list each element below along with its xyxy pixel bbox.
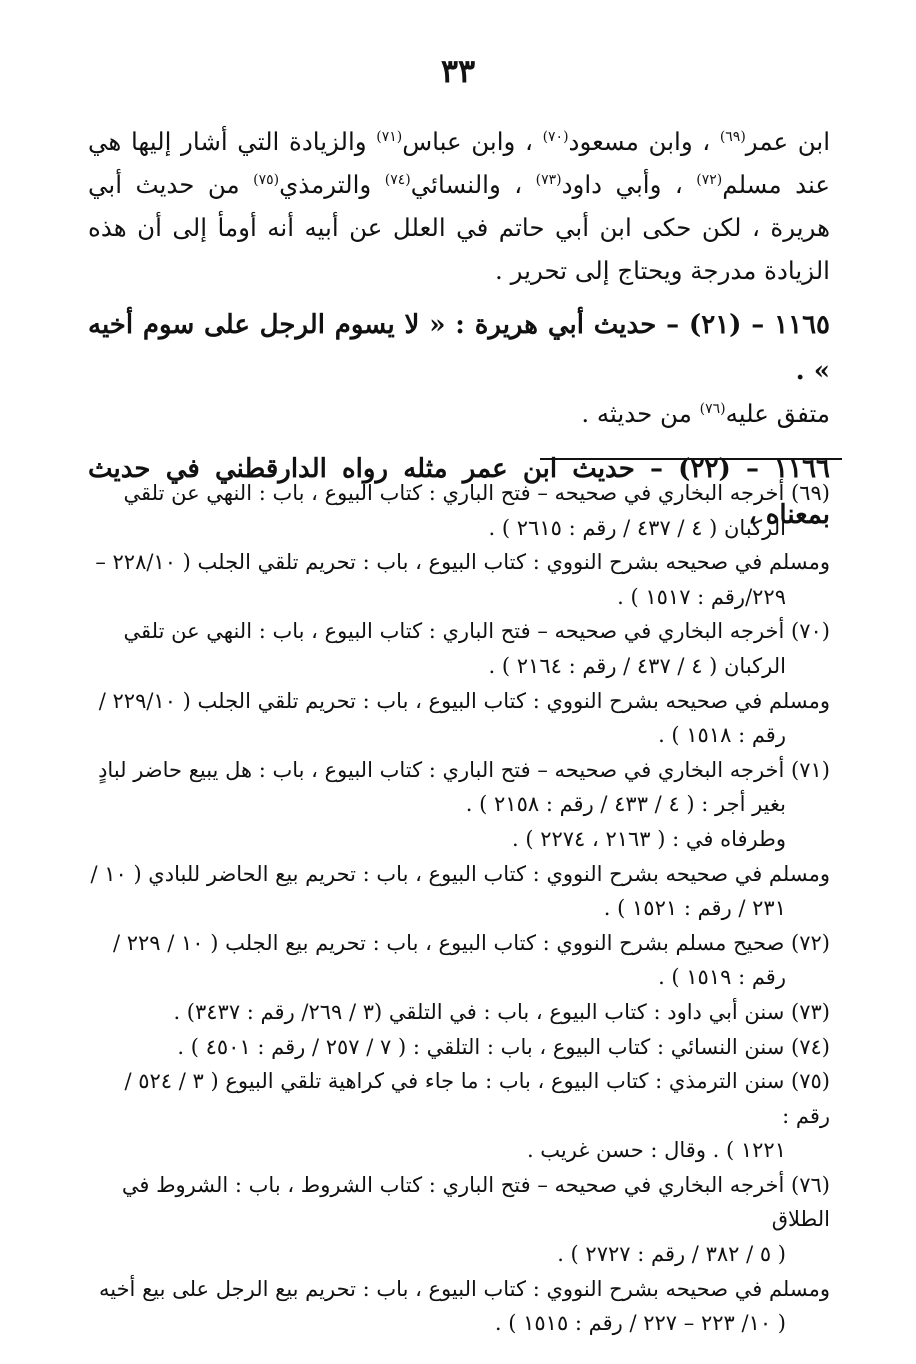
footnote-line: (٧٦) أخرجه البخاري في صحيحه – فتح الباري : كتاب الشروط ، باب : الشروط في الطلاق (121, 1172, 830, 1232)
footnote-line: ومسلم في صحيحه بشرح النووي : كتاب البيوع ، باب : تحريم بيع الرجل على بيع أخيه (98, 1276, 830, 1301)
page-number: ٣٣ (440, 52, 476, 90)
footnote-ref[interactable]: (٧٦) (699, 400, 726, 417)
text-run: ، وابن مسعود (568, 127, 720, 156)
footnote-line: الركبان ( ٤ / ٤٣٧ / رقم : ٢٦١٥ ) . (488, 515, 786, 540)
footnote-line: (٧٤) سنن النسائي : كتاب البيوع ، باب : التلقي : ( ٧ / ٢٥٧ / رقم : ٤٥٠١ ) . (177, 1034, 830, 1059)
footnote-line: وطرفاه في : ( ٢١٦٣ ، ٢٢٧٤ ) . (511, 826, 786, 851)
text-run: ، والنسائي (410, 170, 536, 199)
footnotes (88, 476, 830, 1341)
footnote-line: ( ٥ / ٣٨٢ / رقم : ٢٧٢٧ ) . (557, 1242, 786, 1267)
footnote-line: (٧٢) صحيح مسلم بشرح النووي : كتاب البيوع ، باب : تحريم بيع الجلب ( ١٠ / ٢٢٩ / (112, 930, 830, 955)
hadith-heading-1165: ١١٦٥ – (٢١) – حديث أبي هريرة : « لا يسوم الرجل على سوم أخيه » . (88, 310, 830, 386)
footnote-ref[interactable]: (٧٤) (384, 171, 411, 188)
footnote-line: ومسلم في صحيحه بشرح النووي : كتاب البيوع ، باب : تحريم تلقي الجلب ( ٢٢٨/١٠ – (95, 550, 830, 575)
text-run: ابن عمر (745, 127, 831, 156)
text-run: متفق عليه (725, 399, 830, 428)
text-run: والترمذي (279, 170, 385, 199)
footnote-line: (٦٩) أخرجه البخاري في صحيحه – فتح الباري : كتاب البيوع ، باب : النهي عن تلقي (123, 481, 830, 505)
footnote-line: رقم : ١٥١٨ ) . (658, 723, 786, 748)
footnote-line: ٢٢٩/رقم : ١٥١٧ ) . (617, 584, 786, 609)
footnote-ref[interactable]: (٧٠) (542, 128, 569, 145)
footnote-line: (٧٥) سنن الترمذي : كتاب البيوع ، باب : ما جاء في كراهية تلقي البيوع ( ٣ / ٥٢٤ / رقم : (124, 1069, 830, 1128)
hadith-heading-1166: ١١٦٦ – (٢٢) – حديث ابن عمر مثله رواه الدارقطني في حديث بمعناه ، (88, 454, 831, 530)
footnote-line: (٧١) أخرجه البخاري في صحيحه – فتح الباري : كتاب البيوع ، باب : هل يبيع حاضر لبادٍ (98, 757, 830, 782)
footnote-line: بغير أجر : ( ٤ / ٤٣٣ / رقم : ٢١٥٨ ) . (465, 792, 786, 817)
text-run: من حديث أبي هريرة ، لكن حكى ابن أبي حاتم في العلل عن أبيه أنه أومأ إلى أن هذه الزيادة مدرجة ويحتاج إلى تحرير . (88, 170, 830, 285)
footnote-ref[interactable]: (٧١) (376, 128, 403, 145)
footnote-line: (٧٣) سنن أبي داود : كتاب البيوع ، باب : في التلقي (٣ / ٢٦٩/ رقم : ٣٤٣٧) . (173, 999, 830, 1024)
footnote-separator (540, 458, 842, 460)
text-run: والزيادة التي أشار إليها هي عند مسلم (88, 127, 831, 199)
text-run: ، وابن عباس (402, 127, 543, 156)
text-run: ، وأبي داود (561, 170, 697, 199)
footnote-line: ( ١٠/ ٢٢٣ – ٢٢٧ / رقم : ١٥١٥ ) . (494, 1311, 786, 1336)
footnote-line: ومسلم في صحيحه بشرح النووي : كتاب البيوع ، باب : تحريم تلقي الجلب ( ٢٢٩/١٠ / (98, 688, 830, 713)
footnote-ref[interactable]: (٧٥) (253, 171, 280, 188)
footnote-line: (٧٠) أخرجه البخاري في صحيحه – فتح الباري : كتاب البيوع ، باب : النهي عن تلقي (123, 619, 830, 644)
footnote-ref[interactable]: (٦٩) (719, 128, 746, 145)
footnote-ref[interactable]: (٧٢) (696, 171, 723, 188)
footnote-line: الركبان ( ٤ / ٤٣٧ / رقم : ٢١٦٤ ) . (488, 653, 786, 678)
footnote-line: ومسلم في صحيحه بشرح النووي : كتاب البيوع ، باب : تحريم بيع الحاضر للبادي ( ١٠ / (90, 861, 830, 886)
paragraph-takhrij (88, 120, 830, 292)
footnote-ref[interactable]: (٧٣) (535, 171, 562, 188)
text-run: من حديثه . (581, 399, 700, 428)
footnote-line: ٢٣١ / رقم : ١٥٢١ ) . (603, 896, 786, 921)
agreed-line (88, 394, 830, 434)
footnote-line: رقم : ١٥١٩ ) . (658, 965, 786, 990)
footnote-line: ١٢٢١ ) . وقال : حسن غريب . (526, 1138, 786, 1163)
